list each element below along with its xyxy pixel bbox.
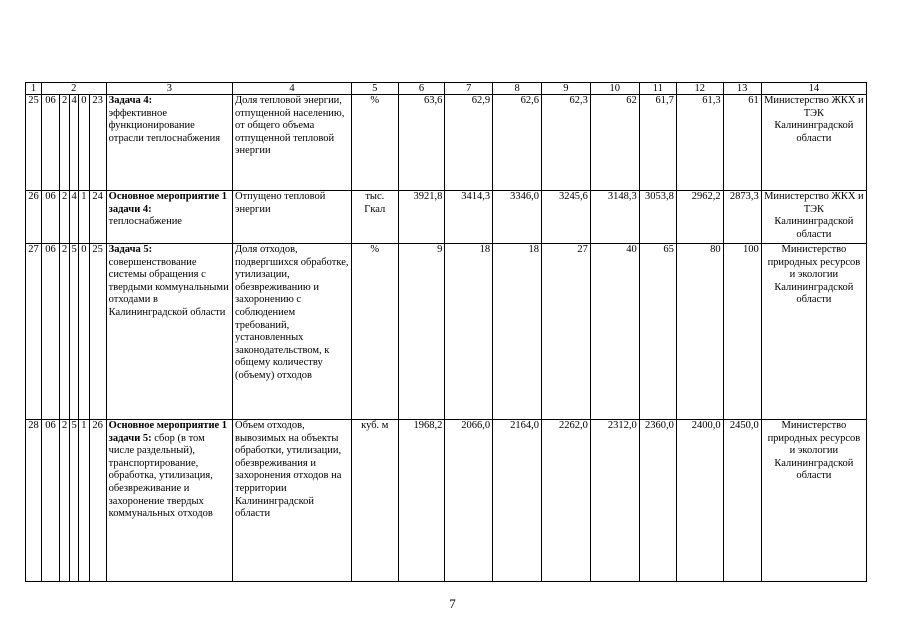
value-cell: 18 <box>445 244 493 420</box>
unit-cell: тыс. Гкал <box>351 191 398 244</box>
task-text: совершенствование системы обращения с твердыми коммунальными отходами в Калининградской области <box>108 256 229 318</box>
table-row <box>26 244 867 420</box>
task-cell <box>106 191 232 244</box>
task-title: Основное мероприятие 1 задачи 4: <box>108 191 228 215</box>
task-text: сбор (в том числе раздельный), транспортирование, обработка, утилизация, обезвреживание и захоронение твердых коммунальных отходов <box>108 432 213 520</box>
value-cell: 63,6 <box>398 95 445 191</box>
value-cell: 3346,0 <box>493 191 542 244</box>
header-cell: 12 <box>676 83 723 95</box>
code-cell: 06 <box>41 244 59 420</box>
value-cell: 61,3 <box>676 95 723 191</box>
header-cell: 14 <box>761 83 866 95</box>
indicator-cell: Объем отходов, вывозимых на объекты обработки, утилизации, обезвреживания и захоронения отходов на территории Калининградской области <box>233 420 352 582</box>
value-cell: 27 <box>542 244 591 420</box>
value-cell: 61,7 <box>639 95 676 191</box>
value-cell: 62,3 <box>542 95 591 191</box>
value-cell: 3245,6 <box>542 191 591 244</box>
table-row <box>26 95 867 191</box>
unit-cell: % <box>351 244 398 420</box>
header-cell: 2 <box>41 83 106 95</box>
value-cell: 3414,3 <box>445 191 493 244</box>
value-cell: 2164,0 <box>493 420 542 582</box>
task-text: теплоснабжение <box>108 216 182 228</box>
value-cell: 3053,8 <box>639 191 676 244</box>
value-cell: 1968,2 <box>398 420 445 582</box>
value-cell: 100 <box>723 244 761 420</box>
value-cell: 2360,0 <box>639 420 676 582</box>
code-cell: 26 <box>89 420 106 582</box>
page-number: 7 <box>449 596 456 611</box>
code-cell: 24 <box>89 191 106 244</box>
header-cell: 11 <box>639 83 676 95</box>
unit-cell: % <box>351 95 398 191</box>
value-cell: 62 <box>590 95 639 191</box>
value-cell: 2450,0 <box>723 420 761 582</box>
row-number: 26 <box>26 191 42 244</box>
code-cell: 2 <box>59 244 69 420</box>
header-cell: 1 <box>26 83 42 95</box>
value-cell: 2962,2 <box>676 191 723 244</box>
executor-cell: Министерство ЖКХ и ТЭК Калининградской области <box>761 191 866 244</box>
value-cell: 62,6 <box>493 95 542 191</box>
code-cell: 06 <box>41 95 59 191</box>
table-row <box>26 420 867 582</box>
code-cell: 5 <box>69 244 79 420</box>
value-cell: 2312,0 <box>590 420 639 582</box>
executor-cell: Министерство природных ресурсов и экологии Калининградской области <box>761 244 866 420</box>
header-cell: 4 <box>233 83 352 95</box>
code-cell: 1 <box>79 191 90 244</box>
header-row <box>26 83 867 95</box>
code-cell: 2 <box>59 420 69 582</box>
task-text: эффективное функционирование отрасли теплоснабжения <box>108 107 221 144</box>
header-cell: 13 <box>723 83 761 95</box>
row-number: 28 <box>26 420 42 582</box>
indicator-cell: Отпущено тепловой энергии <box>233 191 352 244</box>
header-cell: 5 <box>351 83 398 95</box>
code-cell: 4 <box>69 95 79 191</box>
row-number: 27 <box>26 244 42 420</box>
value-cell: 40 <box>590 244 639 420</box>
header-cell: 8 <box>493 83 542 95</box>
code-cell: 4 <box>69 191 79 244</box>
code-cell: 1 <box>79 420 90 582</box>
header-cell: 3 <box>106 83 232 95</box>
task-cell <box>106 420 232 582</box>
executor-cell: Министерство природных ресурсов и экологии Калининградской области <box>761 420 866 582</box>
value-cell: 2262,0 <box>542 420 591 582</box>
value-cell: 65 <box>639 244 676 420</box>
executor-cell: Министерство ЖКХ и ТЭК Калининградской области <box>761 95 866 191</box>
task-cell <box>106 95 232 191</box>
row-number: 25 <box>26 95 42 191</box>
value-cell: 61 <box>723 95 761 191</box>
value-cell: 62,9 <box>445 95 493 191</box>
code-cell: 0 <box>79 244 90 420</box>
value-cell: 2873,3 <box>723 191 761 244</box>
code-cell: 2 <box>59 95 69 191</box>
code-cell: 25 <box>89 244 106 420</box>
task-title: Основное мероприятие 1 задачи 5: <box>108 420 228 444</box>
code-cell: 2 <box>59 191 69 244</box>
code-cell: 0 <box>79 95 90 191</box>
code-cell: 06 <box>41 420 59 582</box>
value-cell: 3148,3 <box>590 191 639 244</box>
header-cell: 9 <box>542 83 591 95</box>
header-cell: 6 <box>398 83 445 95</box>
code-cell: 5 <box>69 420 79 582</box>
task-title: Задача 5: <box>108 244 153 255</box>
value-cell: 9 <box>398 244 445 420</box>
indicators-table <box>25 82 867 582</box>
table-row <box>26 191 867 244</box>
task-cell <box>106 244 232 420</box>
header-cell: 10 <box>590 83 639 95</box>
code-cell: 06 <box>41 191 59 244</box>
code-cell: 23 <box>89 95 106 191</box>
value-cell: 18 <box>493 244 542 420</box>
indicator-cell: Доля отходов, подвергшихся обработке, утилизации, обезвреживанию и захоронению с соблюдением требований, установленных законодательством, к общему количеству (объему) отходов <box>233 244 352 420</box>
value-cell: 80 <box>676 244 723 420</box>
task-title: Задача 4: <box>108 95 153 106</box>
value-cell: 2066,0 <box>445 420 493 582</box>
value-cell: 2400,0 <box>676 420 723 582</box>
unit-cell: куб. м <box>351 420 398 582</box>
value-cell: 3921,8 <box>398 191 445 244</box>
header-cell: 7 <box>445 83 493 95</box>
indicator-cell: Доля тепловой энергии, отпущенной населению, от общего объема отпущенной тепловой энергии <box>233 95 352 191</box>
